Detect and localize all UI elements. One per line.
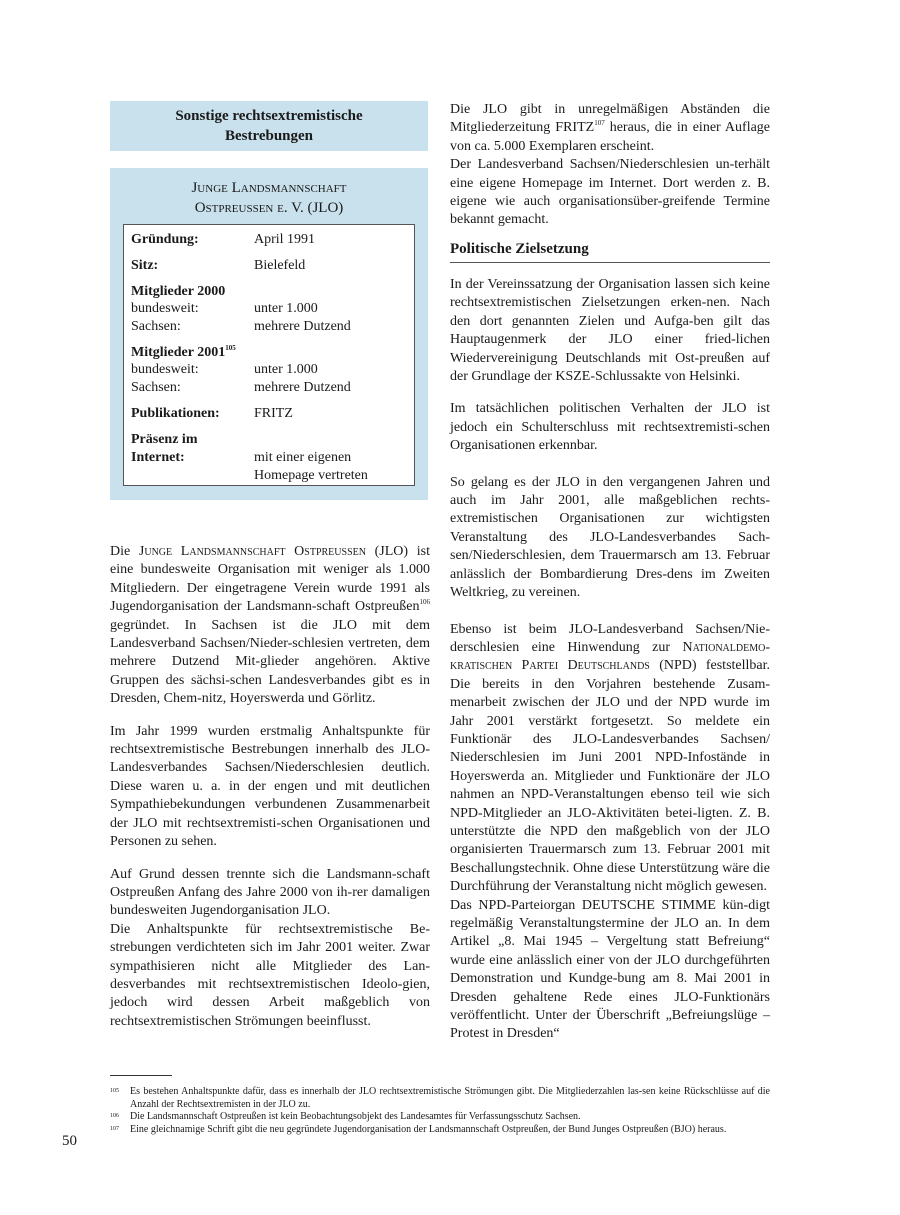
organization-facts-table (123, 224, 415, 486)
text-run: (NPD) feststellbar. Die bereits in den Vorjahren bestehende Zusam-menarbeit zwischen der JLO und der NPD wurde im Jahr 2001 verstärkt fortgesetzt. So meldete ein Funktionär des JLO-Landesverbandes Sachsen/ Niederschlesien im Juni 2001 NPD-Infostände in Hoyerswerda an. Mitglieder und Funktionäre der JLO nahmen an NPD-Veranstaltungen ebenso teil wie sich NPD-Mitglieder an JLO-Aktivitäten betei-ligten. Z. B. unterstützte die NPD den maßgeblich von der JLO organisierten Trauermarsch zum 13. Februar 2001 mit Beschallungstechnik. Ohne diese Unterstützung wäre die Durchführung der Veranstaltung nicht möglich gewesen. (450, 658, 771, 895)
paragraph (450, 101, 770, 156)
organization-name: Junge Landsmannschaft Ostpreußen (138, 544, 366, 559)
text-run: Die (110, 544, 139, 559)
members-2000-label: Mitglieder 2000 (131, 284, 226, 299)
paragraph (450, 621, 770, 897)
seat-value: Bielefeld (254, 258, 306, 273)
paragraph (110, 543, 430, 709)
footnote (110, 1111, 770, 1124)
text-run: Die JLO gibt in unregelmäßigen Abständen die Mitgliederzeitung FRITZ (450, 102, 770, 136)
saxony-label: Sachsen: (131, 380, 181, 395)
text-run: (JLO) ist eine bundesweite Organisation mit weniger als 1.000 Mitgliedern. Der eingetragene Verein wurde 1991 als Jugendorganisation der Landsmann-schaft Ostpreußen (110, 544, 430, 615)
paragraph: Das NPD-Parteiorgan DEUTSCHE STIMME kün-digt regelmäßig Veranstaltungstermine der JLO an. In dem Artikel „8. Mai 1945 – Vergeltung statt Befreiung“ wurde eine anlässlich einer von der JLO durchgeführten Demonstration und Kundge-bung am 8. Mai 2001 in Dresden gehaltene Rede eines JLO-Funktionärs veröffentlicht. Unter der Überschrift „Befreiungslüge – Protest in Dresden“ (450, 897, 770, 1042)
paragraph: Auf Grund dessen trennte sich die Landsmann-schaft Ostpreußen Anfang des Jahre 2000 von ih-rer damaligen bundesweiten Jugendorganisation JLO. (110, 866, 430, 919)
saxony-2001-value: mehrere Dutzend (254, 380, 351, 395)
members-2001-label (131, 344, 236, 362)
publications-value: FRITZ (254, 406, 293, 421)
footnote-number: 106 (110, 1113, 119, 1119)
footnote-text: Die Landsmannschaft Ostpreußen ist kein Beobachtungsobjekt des Landesamtes für Verfassungsschutz Sachsen. (130, 1111, 581, 1122)
left-column (110, 543, 430, 1031)
footnote-number: 107 (110, 1125, 119, 1132)
footnote-ref-106: 106 (419, 598, 430, 607)
footnote-text: Eine gleichnamige Schrift gibt die neu gegründete Jugendorganisation der Landsmannschaft Ostpreußen, der Bund Junges Ostpreußen (BJO) heraus. (130, 1123, 727, 1135)
text-run: heraus, die in einer Auflage von ca. 5.000 Exemplaren erscheint. (450, 120, 771, 154)
presence-label-2: Internet: (131, 450, 185, 465)
footnote (110, 1086, 770, 1111)
federal-label: bundesweit: (131, 301, 199, 316)
organization-title-line2: Ostpreußen e. V. (JLO) (194, 200, 344, 216)
federal-2001-value: unter 1.000 (254, 362, 318, 377)
seat-label: Sitz: (131, 258, 159, 273)
section-category-line2: Bestrebungen (224, 128, 314, 144)
presence-value-1: mit einer eigenen (254, 450, 352, 465)
organization-fact-box (110, 168, 428, 500)
right-column-top (450, 101, 770, 230)
section-heading: Politische Zielsetzung (450, 239, 770, 263)
paragraph: Die Anhaltspunkte für rechtsextremistische Be-strebungen verdichteten sich im Jahr 2001 weiter. Zwar sympathisieren nicht alle Mitglieder des Lan-desverbandes mit rechtsextremistischen Ideolo-gien, jedoch wird dessen Arbeit maßgeblich von rechtsextremistischen Strömungen beeinflusst. (110, 921, 430, 1029)
members-2001-label-text: Mitglieder 2001 (131, 345, 226, 360)
section-category-line1: Sonstige rechtsextremistische (175, 108, 363, 124)
footnote-ref-107: 107 (594, 119, 605, 128)
founding-value: April 1991 (254, 232, 316, 247)
paragraph: So gelang es der JLO in den vergangenen Jahren und auch im Jahr 2001, alle maßgeblichen rechts-extremistischen Organisationen zur wichtigsten Veranstaltung des JLO-Landesverbandes Sach-sen/Niederschlesien, dem Trauermarsch am 13. Februar anlässlich der Bombardierung Dres-dens im Zweiten Weltkrieg, zu vereinen. (450, 474, 770, 601)
paragraph: Im tatsächlichen politischen Verhalten der JLO ist jedoch ein Schulterschluss mit rechtsextremisti-schen Organisationen erkennbar. (450, 401, 770, 454)
text-run: Ebenso ist beim JLO-Landesverband Sachsen/Nie-derschlesien eine Hinwendung zur (450, 621, 770, 655)
paragraph: Im Jahr 1999 wurden erstmalig Anhaltspunkte für rechtsextremistische Bestrebungen innerhalb des JLO-Landesverbandes Sachsen/Niederschlesien deutlich. Diese waren u. a. in der engen und mit deutlichen Sympathiebekundungen verbundenen Zusammenarbeit der JLO mit rechtsextremisti-schen Organisationen und Personen zu sehen. (110, 723, 430, 850)
publications-label: Publikationen: (131, 406, 220, 421)
organization-title (110, 178, 428, 218)
founding-label: Gründung: (131, 232, 199, 247)
federal-label: bundesweit: (131, 362, 199, 377)
footnote-text: Es bestehen Anhaltspunkte dafür, dass es innerhalb der JLO rechtsextremistische Strömungen gibt. Die Mitgliederzahlen las-sen keine Rückschlüsse auf die Anzahl der Rechtsextremisten in der JLO zu. (130, 1086, 770, 1110)
section-category-box (110, 101, 428, 151)
footnote-number: 105 (110, 1088, 119, 1094)
saxony-label: Sachsen: (131, 319, 181, 334)
footnote-divider (110, 1075, 172, 1076)
footnotes (110, 1086, 770, 1136)
right-column-body (450, 276, 770, 1044)
federal-2000-value: unter 1.000 (254, 301, 318, 316)
saxony-2000-value: mehrere Dutzend (254, 319, 351, 334)
footnote (110, 1124, 770, 1137)
presence-label-1: Präsenz im (131, 432, 198, 447)
organization-title-line1: Junge Landsmannschaft (191, 180, 347, 196)
footnote-ref-105: 105 (225, 344, 236, 352)
party-name: Nationaldemo-kratischen Partei Deutschlands (450, 639, 770, 674)
text-run: gegründet. In Sachsen ist die JLO mit dem Landesverband Sachsen/Nieder-schlesien vertreten, dem mehrere Dutzend Mit-glieder angehören. Aktive Gruppen des sächsi-schen Landesverbandes gibt es in Dresden, Chem-nitz, Hoyerswerda und Görlitz. (110, 617, 430, 707)
presence-value-2: Homepage vertreten (254, 468, 368, 483)
page-number: 50 (62, 1133, 77, 1149)
paragraph: Der Landesverband Sachsen/Niederschlesien un-terhält eine eigene Homepage im Internet. Dort werden z. B. eigene wie auch organisationsüber-greifende Termine bekannt gemacht. (450, 157, 770, 228)
paragraph: In der Vereinssatzung der Organisation lassen sich keine rechtsextremistischen Zielsetzungen erken-nen. Nach den dort genannten Zielen und Aufga-ben gilt das Hauptaugenmerk der JLO einer fried-lichen Wiedervereinigung Deutschlands mit Ost-preußen auf der Grundlage der KSZE-Schlussakte von Helsinki. (450, 277, 770, 385)
